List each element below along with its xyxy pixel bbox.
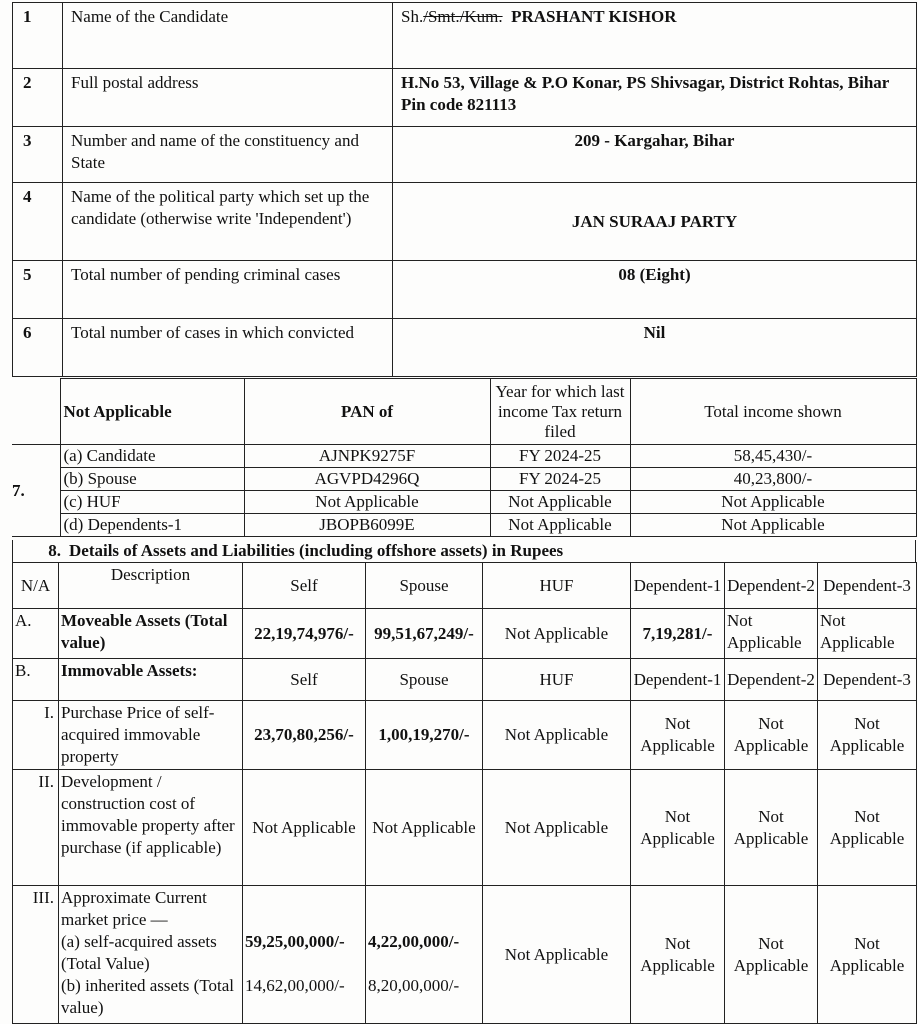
market-self-acquired: 59,25,00,000/- bbox=[245, 932, 345, 951]
immovable-header-self: Self bbox=[243, 659, 366, 701]
pan-who: (a) Candidate bbox=[60, 445, 244, 468]
market-description-self-acquired: (a) self-acquired assets (Total Value) bbox=[61, 932, 217, 973]
pan-income: 40,23,800/- bbox=[630, 468, 916, 491]
row-candidate-name bbox=[13, 3, 917, 69]
pan-who: (b) Spouse bbox=[60, 468, 244, 491]
market-self bbox=[243, 886, 366, 1024]
item-label: Full postal address bbox=[63, 69, 393, 127]
market-description-inherited: (b) inherited assets (Total value) bbox=[61, 976, 235, 1017]
development-cost-row bbox=[13, 770, 917, 886]
candidate-name: PRASHANT KISHOR bbox=[511, 7, 677, 26]
pan-row-spouse bbox=[12, 468, 916, 491]
moveable-assets-row bbox=[13, 609, 917, 659]
row-postal-address bbox=[13, 69, 917, 127]
immovable-header-dependent-2: Dependent-2 bbox=[725, 659, 818, 701]
pending-cases: 08 (Eight) bbox=[393, 261, 917, 319]
row-description: Moveable Assets (Total value) bbox=[59, 609, 243, 659]
development-dependent-1: Not Applicable bbox=[631, 770, 725, 886]
convictions: Nil bbox=[393, 319, 917, 377]
header-huf: HUF bbox=[483, 563, 631, 609]
moveable-huf: Not Applicable bbox=[483, 609, 631, 659]
purchase-huf: Not Applicable bbox=[483, 701, 631, 770]
party-name: JAN SURAAJ PARTY bbox=[393, 183, 917, 261]
item-number: 2 bbox=[13, 69, 63, 127]
market-spouse-acquired: 4,22,00,000/- bbox=[368, 932, 460, 951]
candidate-name-cell bbox=[393, 3, 917, 69]
item-number: 8. bbox=[48, 541, 61, 560]
assets-heading-text: Details of Assets and Liabilities (including offshore assets) in Rupees bbox=[69, 541, 564, 560]
item-label: Total number of pending criminal cases bbox=[63, 261, 393, 319]
purchase-price-row bbox=[13, 701, 917, 770]
item-label: Number and name of the constituency and State bbox=[63, 127, 393, 183]
pan-year: FY 2024-25 bbox=[490, 445, 630, 468]
row-description: Purchase Price of self-acquired immovable property bbox=[59, 701, 243, 770]
row-code: I. bbox=[13, 701, 59, 770]
item-number: 4 bbox=[13, 183, 63, 261]
market-description-line: Approximate Current market price — bbox=[61, 888, 207, 929]
header-dependent-1: Dependent-1 bbox=[631, 563, 725, 609]
immovable-header-dependent-1: Dependent-1 bbox=[631, 659, 725, 701]
market-dependent-2: Not Applicable bbox=[725, 886, 818, 1024]
item-number: 7. bbox=[12, 445, 60, 537]
market-description bbox=[59, 886, 243, 1024]
development-spouse: Not Applicable bbox=[366, 770, 483, 886]
header-dependent-3: Dependent-3 bbox=[818, 563, 917, 609]
moveable-self: 22,19,74,976/- bbox=[243, 609, 366, 659]
immovable-header-spouse: Spouse bbox=[366, 659, 483, 701]
pan-header-na: Not Applicable bbox=[60, 379, 244, 445]
market-dependent-1: Not Applicable bbox=[631, 886, 725, 1024]
row-code: A. bbox=[13, 609, 59, 659]
pan-year: Not Applicable bbox=[490, 514, 630, 537]
item-number: 6 bbox=[13, 319, 63, 377]
item-label: Total number of cases in which convicted bbox=[63, 319, 393, 377]
struck-titles: /Smt./Kum. bbox=[423, 7, 503, 26]
pan-row-huf bbox=[12, 491, 916, 514]
header-dependent-2: Dependent-2 bbox=[725, 563, 818, 609]
row-code: B. bbox=[13, 659, 59, 701]
pan-income: Not Applicable bbox=[630, 491, 916, 514]
purchase-self: 23,70,80,256/- bbox=[243, 701, 366, 770]
constituency: 209 - Kargahar, Bihar bbox=[393, 127, 917, 183]
market-spouse bbox=[366, 886, 483, 1024]
item-number: 3 bbox=[13, 127, 63, 183]
assets-header-row bbox=[13, 563, 917, 609]
pan-row-candidate bbox=[12, 445, 916, 468]
row-code: II. bbox=[13, 770, 59, 886]
immovable-header-row bbox=[13, 659, 917, 701]
immovable-header-dependent-3: Dependent-3 bbox=[818, 659, 917, 701]
row-convictions bbox=[13, 319, 917, 377]
pan-header-row bbox=[12, 379, 916, 445]
market-dependent-3: Not Applicable bbox=[818, 886, 917, 1024]
item-number: 1 bbox=[13, 3, 63, 69]
title-prefix: Sh. bbox=[401, 7, 424, 26]
pan-header-year: Year for which last income Tax return filed bbox=[490, 379, 630, 445]
pan-row-dependent bbox=[12, 514, 916, 537]
development-dependent-2: Not Applicable bbox=[725, 770, 818, 886]
pan-number: Not Applicable bbox=[244, 491, 490, 514]
pan-who: (c) HUF bbox=[60, 491, 244, 514]
pan-who: (d) Dependents-1 bbox=[60, 514, 244, 537]
header-description: Description bbox=[59, 563, 243, 609]
market-self-inherited: 14,62,00,000/- bbox=[245, 976, 345, 995]
pan-year: FY 2024-25 bbox=[490, 468, 630, 491]
pan-header-income: Total income shown bbox=[630, 379, 916, 445]
pan-income: 58,45,430/- bbox=[630, 445, 916, 468]
market-huf: Not Applicable bbox=[483, 886, 631, 1024]
purchase-dependent-2: Not Applicable bbox=[725, 701, 818, 770]
moveable-spouse: 99,51,67,249/- bbox=[366, 609, 483, 659]
row-code: III. bbox=[13, 886, 59, 1024]
candidate-details-table bbox=[12, 2, 917, 377]
immovable-header-huf: HUF bbox=[483, 659, 631, 701]
development-huf: Not Applicable bbox=[483, 770, 631, 886]
header-self: Self bbox=[243, 563, 366, 609]
market-price-row bbox=[13, 886, 917, 1024]
header-na: N/A bbox=[13, 563, 59, 609]
row-description: Immovable Assets: bbox=[59, 659, 243, 701]
postal-address: H.No 53, Village & P.O Konar, PS Shivsagar, District Rohtas, Bihar Pin code 821113 bbox=[393, 69, 917, 127]
item-number: 5 bbox=[13, 261, 63, 319]
pan-header-pan: PAN of bbox=[244, 379, 490, 445]
row-pending-cases bbox=[13, 261, 917, 319]
moveable-dependent-2: Not Applicable bbox=[725, 609, 818, 659]
pan-number: AGVPD4296Q bbox=[244, 468, 490, 491]
pan-income-table bbox=[12, 378, 917, 537]
purchase-dependent-3: Not Applicable bbox=[818, 701, 917, 770]
purchase-dependent-1: Not Applicable bbox=[631, 701, 725, 770]
purchase-spouse: 1,00,19,270/- bbox=[366, 701, 483, 770]
market-spouse-inherited: 8,20,00,000/- bbox=[368, 976, 460, 995]
pan-year: Not Applicable bbox=[490, 491, 630, 514]
development-self: Not Applicable bbox=[243, 770, 366, 886]
item-label: Name of the Candidate bbox=[63, 3, 393, 69]
development-dependent-3: Not Applicable bbox=[818, 770, 917, 886]
item-label: Name of the political party which set up the candidate (otherwise write 'Independent') bbox=[63, 183, 393, 261]
row-description: Development / construction cost of immovable property after purchase (if applicable) bbox=[59, 770, 243, 886]
assets-section-heading bbox=[12, 540, 916, 562]
moveable-dependent-3: Not Applicable bbox=[818, 609, 917, 659]
row-constituency bbox=[13, 127, 917, 183]
row-party bbox=[13, 183, 917, 261]
header-spouse: Spouse bbox=[366, 563, 483, 609]
assets-table bbox=[12, 562, 917, 1024]
pan-number: JBOPB6099E bbox=[244, 514, 490, 537]
pan-income: Not Applicable bbox=[630, 514, 916, 537]
moveable-dependent-1: 7,19,281/- bbox=[631, 609, 725, 659]
pan-number: AJNPK9275F bbox=[244, 445, 490, 468]
